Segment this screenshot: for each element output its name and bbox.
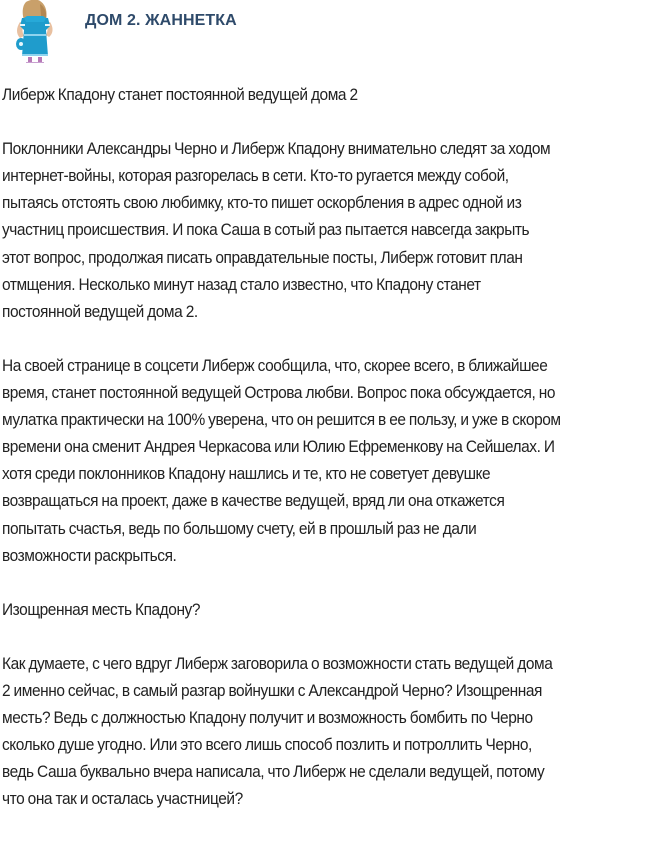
text-line: мулатка практически на 100% уверена, что он решится в ее пользу, и уже в скором [2, 411, 561, 430]
channel-avatar[interactable] [12, 0, 58, 66]
text-line: интернет-войны, которая разгорелась в сети. Кто-то ругается между собой, [2, 167, 509, 186]
paragraph-2 [2, 353, 666, 570]
paragraph-3 [2, 651, 666, 814]
text-line: сколько душе угодно. Или это всего лишь способ позлить и потроллить Черно, [2, 736, 532, 755]
text-line: этот вопрос, продолжая писать оправдательные посты, Либерж готовит план [2, 248, 523, 267]
text-line: возможности раскрыться. [2, 546, 177, 565]
paragraph-1 [2, 136, 666, 326]
woman-in-blue-dress-avatar-icon [12, 0, 58, 66]
text-line: отмщения. Несколько минут назад стало известно, что Кпадону станет [2, 275, 481, 294]
text-line: времени она сменит Андрея Черкасова или Юлию Ефременкову на Сейшелах. И [2, 438, 555, 457]
text-line: месть? Ведь с должностью Кпадону получит и возможность бомбить по Черно [2, 709, 533, 728]
text-line: время, станет постоянной ведущей Острова любви. Вопрос пока обсуждается, но [2, 384, 556, 403]
text-line: что она так и осталась участницей? [2, 790, 243, 809]
article-body [2, 82, 666, 841]
text-line: пытаясь отстоять свою любимку, кто-то пишет оскорбления в адрес одной из [2, 194, 522, 213]
subheading-text: Изощренная месть Кпадону? [2, 600, 201, 619]
channel-header [0, 0, 670, 70]
text-line: На своей странице в соцсети Либерж сообщила, что, скорее всего, в ближайшее [2, 356, 548, 375]
headline-text: Либерж Кпадону станет постоянной ведущей дома 2 [2, 86, 358, 104]
text-line: 2 именно сейчас, в самый разгар войнушки с Александрой Черно? Изощренная [2, 682, 542, 701]
text-line: хотя среди поклонников Кпадону нашлись и те, кто не советует девушке [2, 465, 491, 484]
channel-title[interactable]: ДОМ 2. ЖАННЕТКА [85, 12, 237, 29]
subheading [2, 597, 666, 624]
text-line: Поклонники Александры Черно и Либерж Кпадону внимательно следят за ходом [2, 140, 551, 159]
text-line: Как думаете, с чего вдруг Либерж заговорила о возможности стать ведущей дома [2, 654, 553, 673]
text-line: возвращаться на проект, даже в качестве ведущей, вряд ли она откажется [2, 492, 505, 511]
article-headline [2, 82, 666, 109]
text-line: участниц происшествия. И пока Саша в сотый раз пытается навсегда закрыть [2, 221, 530, 240]
text-line: постоянной ведущей дома 2. [2, 302, 198, 321]
text-line: ведь Саша буквально вчера написала, что Либерж не сделали ведущей, потому [2, 763, 545, 782]
text-line: попытать счастья, ведь по большому счету, ей в прошлый раз не дали [2, 519, 477, 538]
